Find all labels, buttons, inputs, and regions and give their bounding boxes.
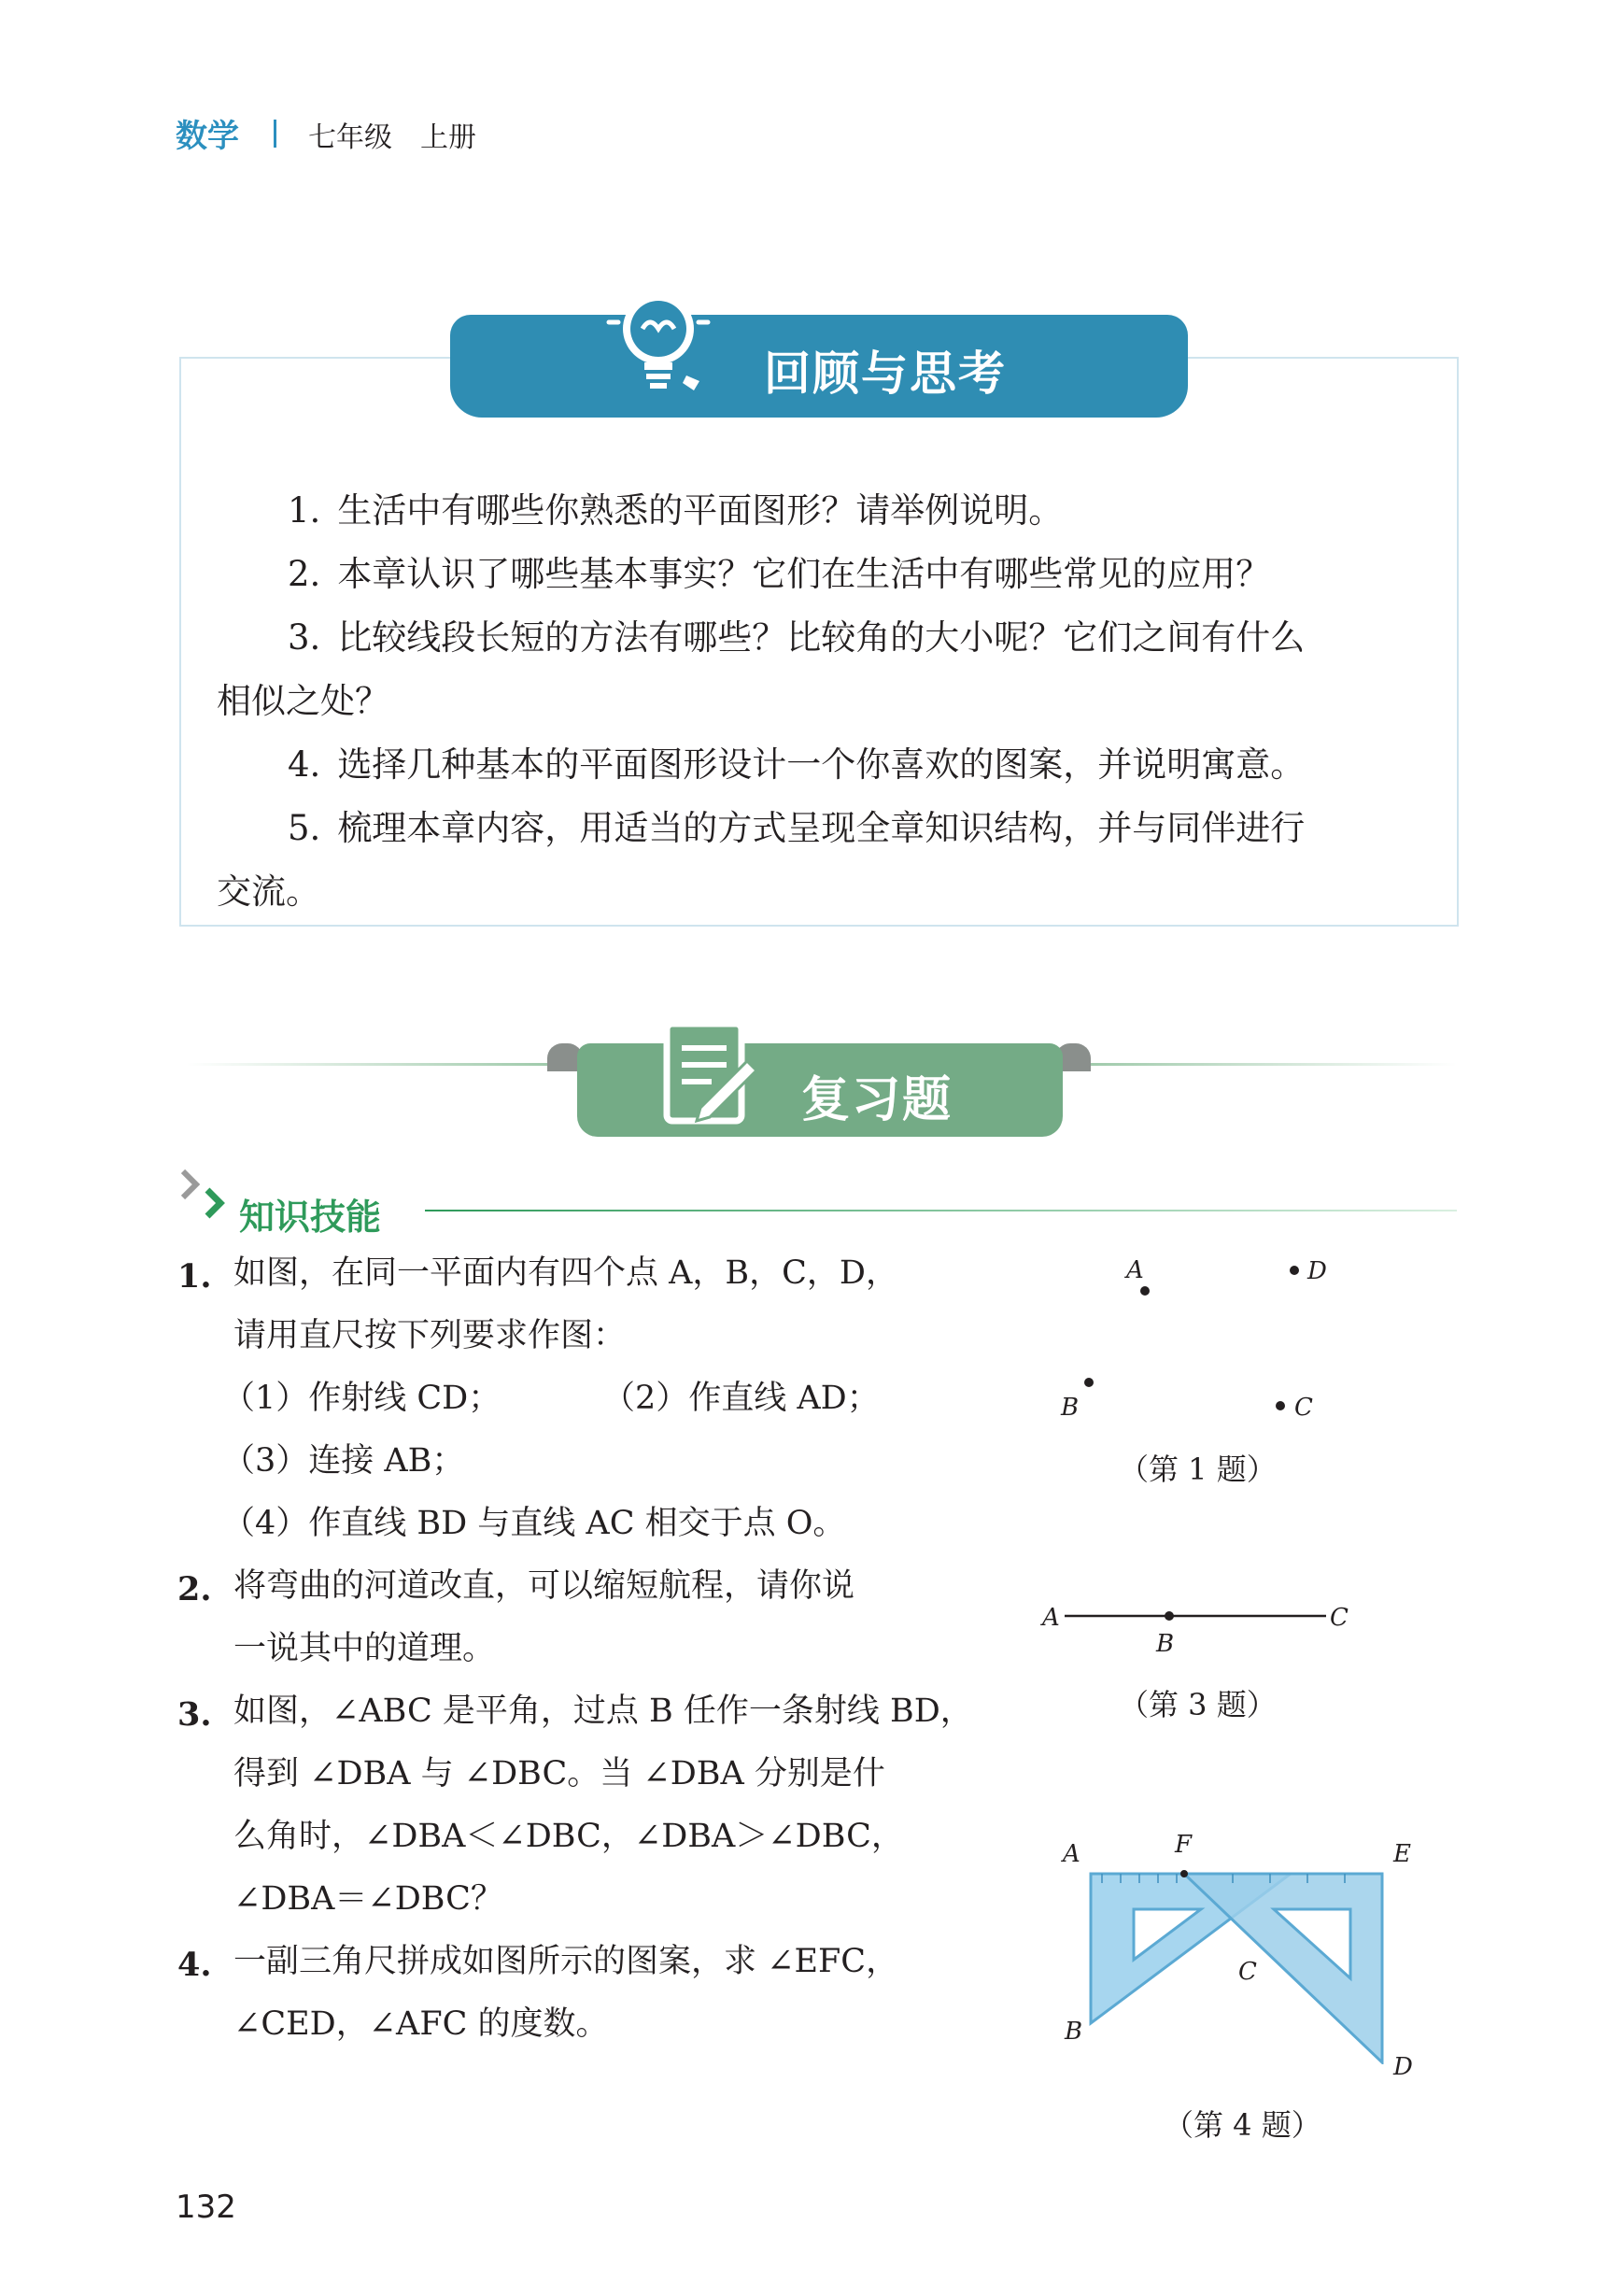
exercise-rule-right xyxy=(1074,1063,1457,1066)
figure-4-label-f: F xyxy=(1175,1831,1193,1859)
figure-1-points xyxy=(1027,1242,1401,1410)
figure-3-label-c: C xyxy=(1330,1604,1349,1632)
problem-1-line-2: 请用直尺按下列要求作图： xyxy=(233,1317,627,1354)
problem-3-line-4: ∠DBA＝∠DBC？ xyxy=(233,1880,503,1918)
problem-1-line-1: 如图，在同一平面内有四个点 A，B，C，D， xyxy=(233,1254,898,1292)
section-title: 知识技能 xyxy=(239,1197,382,1238)
figure-4-label-c: C xyxy=(1238,1958,1257,1986)
figure-4-label-e: E xyxy=(1393,1840,1411,1868)
point-c xyxy=(1276,1401,1285,1410)
figure-3-line xyxy=(1046,1602,1345,1630)
problem-2-line-1: 将弯曲的河道改直，可以缩短航程，请你说 xyxy=(233,1567,855,1605)
problem-4-line-1: 一副三角尺拼成如图所示的图案，求 ∠EFC， xyxy=(233,1943,899,1980)
point-b xyxy=(1084,1378,1094,1387)
problem-4-number: 4. xyxy=(177,1946,212,1984)
figure-1-label-b: B xyxy=(1061,1394,1080,1422)
review-item-5-cont: 交流。 xyxy=(217,871,320,912)
review-item-3-cont: 相似之处？ xyxy=(217,681,389,721)
figure-4-label-d: D xyxy=(1393,2053,1413,2081)
figure-1-caption: （第 1 题） xyxy=(1119,1452,1277,1487)
exercise-title: 复习题 xyxy=(801,1072,953,1128)
figure-1-label-c: C xyxy=(1294,1394,1313,1422)
figure-3-label-b: B xyxy=(1156,1630,1175,1658)
review-item-4: 4. 选择几种基本的平面图形设计一个你喜欢的图案，并说明寓意。 xyxy=(288,744,1306,785)
problem-3-line-1: 如图，∠ABC 是平角，过点 B 任作一条射线 BD， xyxy=(233,1693,973,1730)
point-b xyxy=(1165,1611,1174,1621)
point-f xyxy=(1180,1870,1188,1877)
figure-4-set-squares xyxy=(1074,1831,1410,2064)
problem-3-number: 3. xyxy=(177,1695,212,1734)
review-title: 回顾与思考 xyxy=(764,347,1007,401)
header-book-title: 七年级 上册 xyxy=(308,121,476,154)
problem-1-part-1: （1）作射线 CD； xyxy=(222,1380,501,1417)
review-item-3: 3. 比较线段长短的方法有哪些？比较角的大小呢？它们之间有什么 xyxy=(288,617,1306,658)
problem-1-part-4: （4）作直线 BD 与直线 AC 相交于点 O。 xyxy=(222,1505,846,1542)
page-number: 132 xyxy=(176,2189,236,2226)
chevron-right-icon xyxy=(176,1166,241,1222)
review-item-2: 2. 本章认识了哪些基本事实？它们在生活中有哪些常见的应用？ xyxy=(288,554,1271,594)
header-separator xyxy=(274,120,276,148)
problem-3-line-3: 么角时，∠DBA＜∠DBC，∠DBA＞∠DBC， xyxy=(233,1818,904,1855)
problem-3-line-2: 得到 ∠DBA 与 ∠DBC。当 ∠DBA 分别是什 xyxy=(233,1755,885,1792)
figure-4-label-a: A xyxy=(1063,1840,1080,1868)
point-a xyxy=(1140,1286,1150,1296)
set-square-30-60 xyxy=(1184,1874,1382,2062)
figure-1-label-a: A xyxy=(1126,1256,1144,1284)
header-subject: 数学 xyxy=(176,118,239,155)
problem-2-line-2: 一说其中的道理。 xyxy=(233,1630,496,1667)
figure-4-label-b: B xyxy=(1065,2018,1083,2046)
review-item-5: 5. 梳理本章内容，用适当的方式呈现全章知识结构，并与同伴进行 xyxy=(288,808,1306,848)
problem-1-number: 1. xyxy=(177,1257,212,1296)
figure-4-caption: （第 4 题） xyxy=(1164,2107,1321,2143)
problem-2-number: 2. xyxy=(177,1570,212,1608)
notepad-pencil-icon xyxy=(659,1018,762,1130)
exercise-rule-left xyxy=(187,1063,560,1066)
problem-1-part-2: （2）作直线 AD； xyxy=(602,1380,880,1417)
figure-3-caption: （第 3 题） xyxy=(1119,1687,1277,1722)
problem-4-line-2: ∠CED，∠AFC 的度数。 xyxy=(233,2005,609,2043)
figure-3-label-a: A xyxy=(1042,1604,1060,1632)
review-item-1: 1. 生活中有哪些你熟悉的平面图形？请举例说明。 xyxy=(288,490,1064,531)
point-d xyxy=(1290,1266,1299,1275)
problem-1-part-3: （3）连接 AB； xyxy=(222,1442,465,1480)
lightbulb-icon xyxy=(598,271,719,402)
figure-1-label-d: D xyxy=(1307,1257,1327,1285)
section-rule xyxy=(425,1210,1457,1211)
